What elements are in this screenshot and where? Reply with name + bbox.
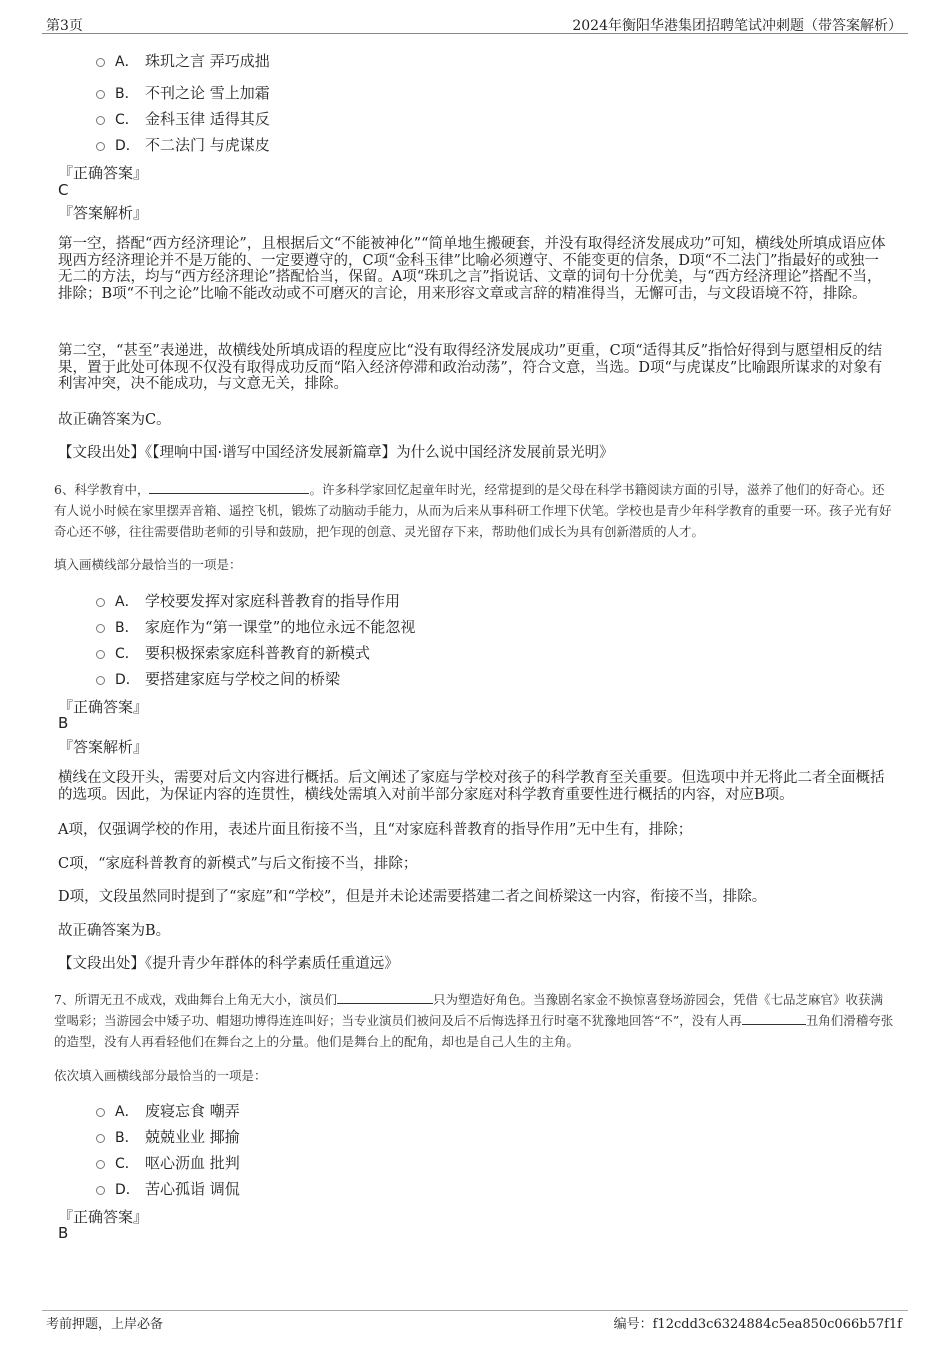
q5-option-d[interactable]: D． 不二法门 与虎谋皮 [96,134,270,155]
q5-source: 【文段出处】《【理响中国·谱写中国经济发展新篇章】为什么说中国经济发展前景光明》 [58,445,614,461]
q5-option-c[interactable]: C． 金科玉律 适得其反 [96,108,270,129]
q5-answer: C [58,181,69,199]
q7-option-a[interactable]: A． 废寝忘食 嘲弄 [96,1100,240,1121]
radio-icon[interactable] [96,142,105,151]
q6-analysis-p2: A项，仅强调学校的作用，表述片面且衔接不当，且“对家庭科普教育的指导作用”无中生有，排除； [58,822,693,838]
q6-analysis-p3: C项，“家庭科普教育的新模式”与后文衔接不当，排除； [58,856,418,872]
q6-blank [149,481,309,494]
q6-answer: B [58,714,69,732]
document-title: 2024年衡阳华港集团招聘笔试冲刺题（带答案解析） [572,18,902,34]
q6-analysis-p4: D项，文段虽然同时提到了“家庭”和“学校”，但是并未论述需要搭建二者之间桥梁这一内容，衔接不当，排除。 [58,889,767,905]
q7-blank-1 [337,991,433,1004]
q6-analysis-conclusion: 故正确答案为B。 [58,923,171,939]
q6-option-d[interactable]: D． 要搭建家庭与学校之间的桥梁 [96,668,340,689]
radio-icon[interactable] [96,58,105,67]
q6-source: 【文段出处】《提升青少年群体的科学素质任重道远》 [58,956,399,972]
radio-icon[interactable] [96,624,105,633]
radio-icon[interactable] [96,1108,105,1117]
radio-icon[interactable] [96,116,105,125]
q6-option-a[interactable]: A． 学校要发挥对家庭科普教育的指导作用 [96,590,400,611]
q6-answer-label: 『正确答案』 [58,698,149,716]
q5-analysis-p2: 第二空，“甚至”表递进，故横线处所填成语的程度应比“没有取得经济发展成功”更重，C项“适得其反”指恰好得到与愿望相反的结果，置于此处可体现不仅没有取得成功反而“陷入经济停滞和政治动荡”，符合文意，当选。D项“与虎谋皮”比喻跟所谋求的对象有利害冲突，决不能成功，与文意无关，排除。 [58,343,883,392]
radio-icon[interactable] [96,90,105,99]
q6-prompt: 填入画横线部分最恰当的一项是： [54,557,242,572]
radio-icon[interactable] [96,598,105,607]
q7-option-b[interactable]: B． 兢兢业业 揶揄 [96,1126,240,1147]
q5-answer-label: 『正确答案』 [58,164,149,182]
q6-option-b[interactable]: B． 家庭作为“第一课堂”的地位永远不能忽视 [96,616,415,637]
q7-stem: 7、所谓无丑不成戏，戏曲舞台上角无大小，演员们 只为塑造好角色。当豫剧名家金不换惊喜登场游园会，凭借《七品芝麻官》收获满堂喝彩；当游园会中矮子功、帽翅功博得连连叫好；当专业演员们被问及后不后悔选择丑行时毫不犹豫地回答“不”，没有人再 丑角们滑稽夸张的造型，没有人再看轻他们在舞台之上的分量。他们是舞台上的配角，却也是自己人生的主角。 [54,992,894,1049]
q6-analysis-p1: 横线在文段开头，需要对后文内容进行概括。后文阐述了家庭与学校对孩子的科学教育至关重要。但选项中并无将此二者全面概括的选项。因此，为保证内容的连贯性，横线处需填入对前半部分家庭对科学教育重要性进行概括的内容，对应B项。 [58,770,885,803]
q6-analysis-label: 『答案解析』 [58,738,149,756]
q7-answer: B [58,1224,69,1242]
radio-icon[interactable] [96,1134,105,1143]
q5-analysis-p1: 第一空，搭配“西方经济理论”，且根据后文“不能被神化”“简单地生搬硬套，并没有取得经济发展成功”可知，横线处所填成语应体现西方经济理论并不是万能的、一定要遵守的，C项“金科玉律”比喻必须遵守、不能变更的信条，D项“不二法门”指最好的或独一无二的方法，均与“西方经济理论”搭配恰当，保留。A项“珠玑之言”指说话、文章的词句十分优美，与“西方经济理论”搭配不当，排除；B项“不刊之论”比喻不能改动或不可磨灭的言论，用来形容文章或言辞的精准得当，无懈可击，与文段语境不符，排除。 [58,236,886,302]
footer-divider [42,1310,908,1311]
q7-prompt: 依次填入画横线部分最恰当的一项是： [54,1068,267,1083]
q6-option-c[interactable]: C． 要积极探索家庭科普教育的新模式 [96,642,370,663]
page-number: 第3页 [46,18,83,34]
q6-stem: 6、科学教育中， 。许多科学家回忆起童年时光，经常提到的是父母在科学书籍阅读方面的引导，滋养了他们的好奇心。还有人说小时候在家里摆弄音箱、遥控飞机，锻炼了动脑动手能力，从而为后来从事科研工作埋下伏笔。学校也是青少年科学教育的重要一环。孩子光有好奇心还不够，往往需要借助老师的引导和鼓励，把乍现的创意、灵光留存下来，帮助他们成长为具有创新潜质的人才。 [54,482,892,539]
radio-icon[interactable] [96,650,105,659]
radio-icon[interactable] [96,676,105,685]
document-code: 编号：f12cdd3c6324884c5ea850c066b57f1f [613,1317,902,1332]
radio-icon[interactable] [96,1186,105,1195]
q5-analysis-label: 『答案解析』 [58,204,149,222]
q5-analysis-conclusion: 故正确答案为C。 [58,412,171,428]
q5-option-b[interactable]: B． 不刊之论 雪上加霜 [96,82,270,103]
footer-slogan: 考前押题，上岸必备 [46,1317,164,1332]
q7-blank-2 [742,1012,806,1025]
q7-option-d[interactable]: D． 苦心孤诣 调侃 [96,1178,240,1199]
q5-option-a[interactable]: A． 珠玑之言 弄巧成拙 [96,50,270,71]
q7-option-c[interactable]: C． 呕心沥血 批判 [96,1152,240,1173]
q7-answer-label: 『正确答案』 [58,1208,149,1226]
radio-icon[interactable] [96,1160,105,1169]
header-divider [42,33,908,34]
